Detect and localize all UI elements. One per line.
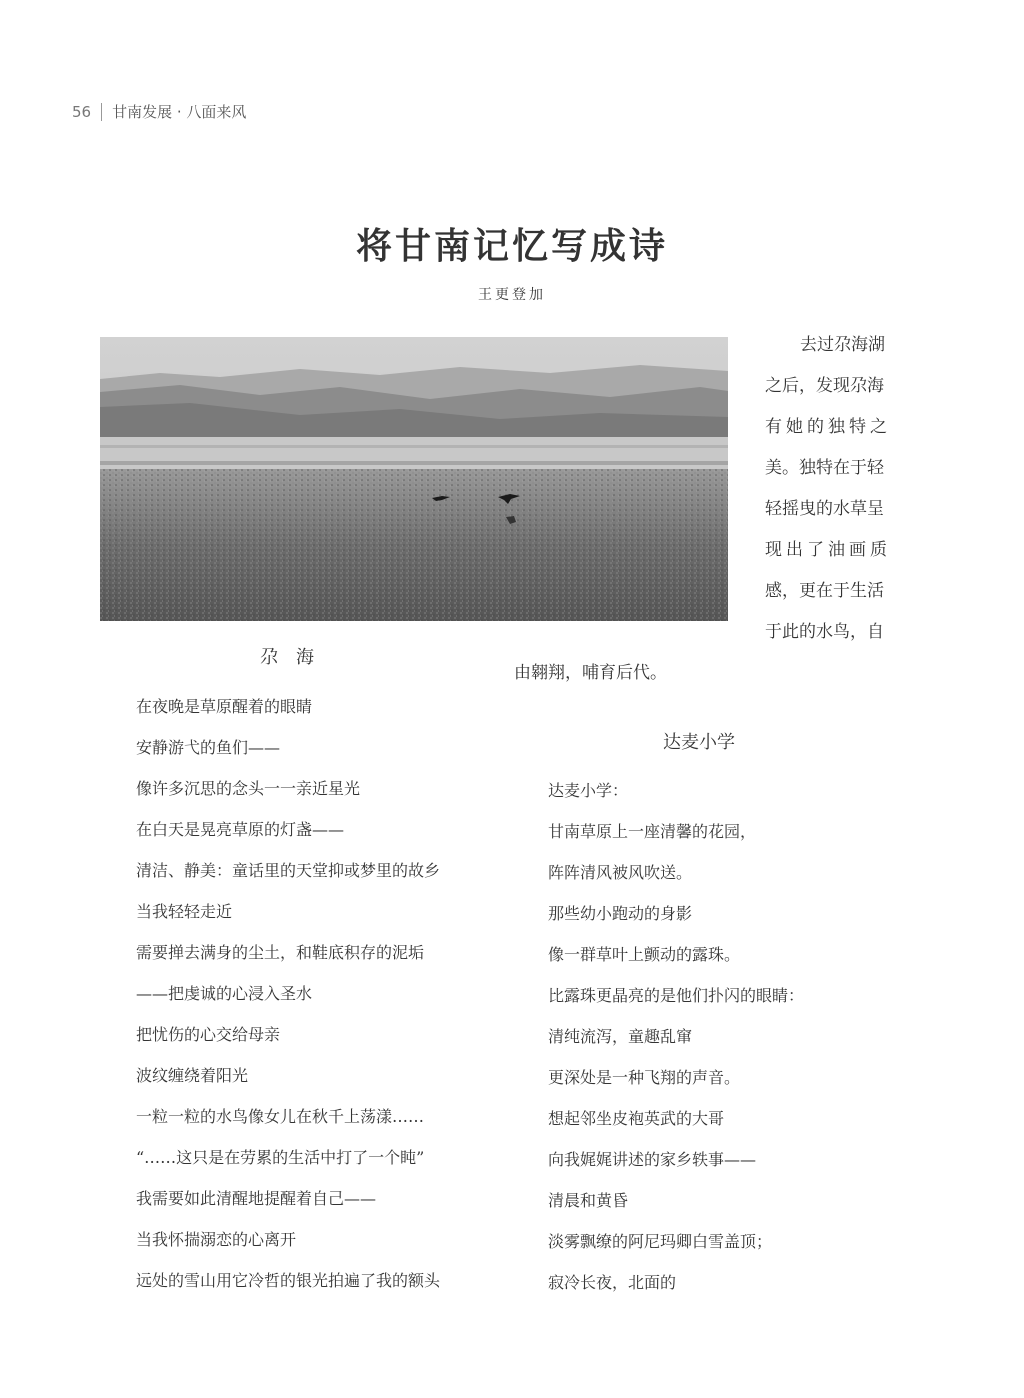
poem-line: 寂冷长夜，北面的 xyxy=(548,1273,677,1292)
poem-line: 波纹缠绕着阳光 xyxy=(136,1066,249,1085)
poem-line: 把忧伤的心交给母亲 xyxy=(136,1025,281,1044)
poem-line: 清洁、静美：童话里的天堂抑或梦里的故乡 xyxy=(136,861,441,880)
intro-line: 于此的水鸟，自 xyxy=(765,622,884,642)
intro-line: 有她的独特之 xyxy=(765,417,891,437)
poem-line: 一粒一粒的水鸟像女儿在秋千上荡漾…… xyxy=(136,1107,425,1126)
poem-line: 想起邻坐皮袍英武的大哥 xyxy=(548,1109,725,1128)
poem-line: 远处的雪山用它冷哲的银光拍遍了我的额头 xyxy=(136,1271,441,1290)
poem-line: 比露珠更晶亮的是他们扑闪的眼睛： xyxy=(548,986,805,1005)
section-name: 甘南发展 · 八面来风 xyxy=(112,103,247,121)
article-title: 将甘南记忆写成诗 xyxy=(355,225,668,267)
intro-line: 去过尕海湖 xyxy=(800,335,885,355)
header-divider xyxy=(101,103,102,121)
lake-photo-image xyxy=(100,337,728,621)
poem-line: 像一群草叶上颤动的露珠。 xyxy=(548,945,741,964)
poem-line: 向我娓娓讲述的家乡轶事—— xyxy=(548,1150,757,1169)
running-header xyxy=(72,101,246,122)
poem-line: 阵阵清风被风吹送。 xyxy=(548,863,693,882)
intro-line: 感，更在于生活 xyxy=(765,581,884,601)
poem-line: 我需要如此清醒地提醒着自己—— xyxy=(136,1189,377,1208)
poem-line: 在白天是晃亮草原的灯盏—— xyxy=(136,820,345,839)
poem-line: 淡雾飘缭的阿尼玛卿白雪盖顶； xyxy=(548,1232,773,1251)
intro-line: 由翱翔，哺育后代。 xyxy=(514,663,667,683)
poem-line: 那些幼小跑动的身影 xyxy=(548,904,693,923)
poem-damai xyxy=(548,779,804,1312)
intro-line: 轻摇曳的水草呈 xyxy=(765,499,884,519)
poem-line: 达麦小学： xyxy=(548,781,629,800)
intro-line: 现出了油画质 xyxy=(765,540,891,560)
poem-line: 在夜晚是草原醒着的眼睛 xyxy=(136,697,313,716)
poem-line: 甘南草原上一座清馨的花园， xyxy=(548,822,757,841)
poem-line: “……这只是在劳累的生活中打了一个盹” xyxy=(136,1148,425,1167)
page-number: 56 xyxy=(72,102,92,121)
poem-line: 当我轻轻走近 xyxy=(136,902,233,921)
lake-photo xyxy=(100,337,728,621)
poem-line: 当我怀揣溺恋的心离开 xyxy=(136,1230,297,1249)
intro-line: 美。独特在于轻 xyxy=(765,458,884,478)
poem-gahai xyxy=(136,695,440,1310)
poem-line: 更深处是一种飞翔的声音。 xyxy=(548,1068,741,1087)
poem-line: 需要掸去满身的尘土，和鞋底积存的泥垢 xyxy=(136,943,425,962)
poem-line: ——把虔诚的心浸入圣水 xyxy=(136,984,313,1003)
article-author: 王更登加 xyxy=(478,287,546,303)
poem-line: 安静游弋的鱼们—— xyxy=(136,738,281,757)
poem-title-gahai: 尕 海 xyxy=(260,647,314,668)
intro-line: 之后，发现尕海 xyxy=(765,376,884,396)
poem-line: 清晨和黄昏 xyxy=(548,1191,629,1210)
poem-title-damai: 达麦小学 xyxy=(663,732,735,753)
poem-line: 清纯流泻，童趣乱窜 xyxy=(548,1027,693,1046)
poem-line: 像许多沉思的念头一一亲近星光 xyxy=(136,779,361,798)
